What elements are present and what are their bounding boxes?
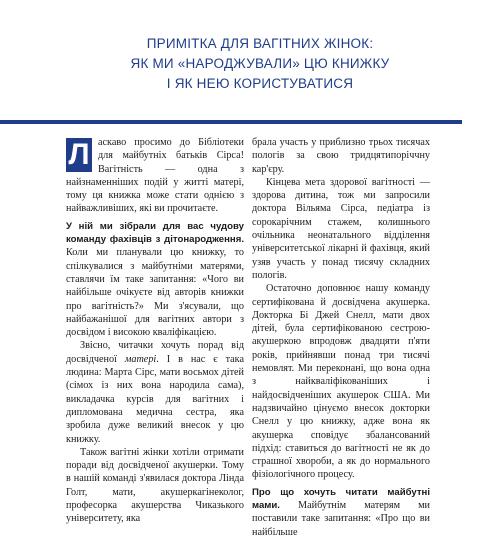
mother-text-rest: . І в нас є така людина: Марта Сірс, мати восьмох дітей (сімох із них вона народила сама), викладачка курсів для вагітних і дипломована медична сестра, яка зробила дуже великий внесок у цю книжку. — [66, 353, 244, 445]
midwife-paragraph: Остаточно доповнює нашу команду сертифікована й досвідчена акушерка. Докторка Бі Джей Снелл, мати двох дітей, була сертифікованою сестрою-акушеркою впродовж двадцяти п'яти років, прийнявши понад три тисячі немовлят. Ми переконані, що вона одна з найкваліфікованіших і найдосвідченіших акушерок США. Ми надзвичайно цінуємо внесок докторки Снелл у цю книжку, адже вона як акушерка сповідує збалансований підхід: ставиться до вагітності не як до страшної хвороби, а як до нормального фізіологічного процесу. — [252, 283, 430, 481]
topics-paragraph — [252, 486, 430, 539]
team-text: Коли ми планували цю книжку, то спілкувалися з майбутніми матерями, ставлячи їм таке запитання: «Чого ви найбільше очікуєте від авторів книжки про вагітність?» Ми з'ясували, що найбажанішої для вагітних автори з досвідом і високою кваліфікацією. — [66, 247, 244, 339]
topics-heading: Про що хочуть читати майбутні мами. — [252, 486, 430, 512]
drop-cap: Л — [66, 138, 92, 172]
section-title — [60, 34, 460, 94]
obstetrician-paragraph: Також вагітні жінки хотіли отримати поради від досвідченої акушерки. Тому в нашій команді з'явилася доктора Лінда Голт, мати, акушеркагінеколог, професорка акушерства Чиказького університету, яка — [66, 446, 244, 525]
intro-paragraph — [66, 136, 244, 216]
title-line-3: І ЯК НЕЮ КОРИСТУВАТИСЯ — [166, 76, 354, 91]
team-paragraph — [66, 220, 244, 340]
mother-italic: матері — [124, 353, 157, 365]
mother-text-start: Звісно, читачки хочуть порад від досвідченої — [66, 340, 244, 365]
mother-paragraph — [66, 339, 244, 445]
title-divider — [0, 120, 462, 124]
continuation-paragraph: брала участь у приблизно трьох тисячах пологів за свою тридцятипоріччну кар'єру. — [252, 137, 430, 175]
topics-text: Майбутнім матерям ми поставили таке запитання: «Про що ви найбільше — [252, 500, 430, 538]
intro-text: аскаво просимо до Бібліотеки для майбутніх батьків Сірса! Вагітність — одна з найзнаменніших подій у житті матері, тому ця книжка може стати однією з найважливіших, які ви прочитаєте. — [66, 137, 244, 215]
title-line-1: ПРИМІТКА ДЛЯ ВАГІТНИХ ЖІНОК: — [146, 36, 374, 51]
title-line-2: ЯК МИ «НАРОДЖУВАЛИ» ЦЮ КНИЖКУ — [130, 56, 390, 71]
team-heading: У ній ми зібрали для вас чудову команду фахівців з дітонародження. — [66, 220, 244, 246]
right-column — [252, 136, 430, 539]
left-column — [66, 136, 244, 526]
pediatrician-paragraph: Кінцева мета здорової вагітності — здорова дитина, тож ми запросили доктора Вільяма Сірса, педіатра із сорокарічним стажем, колишнього очільника неонатального відділення університетської лікарні й фахівця, який узяв участь у понад тисячу складних пологів. — [252, 176, 430, 281]
